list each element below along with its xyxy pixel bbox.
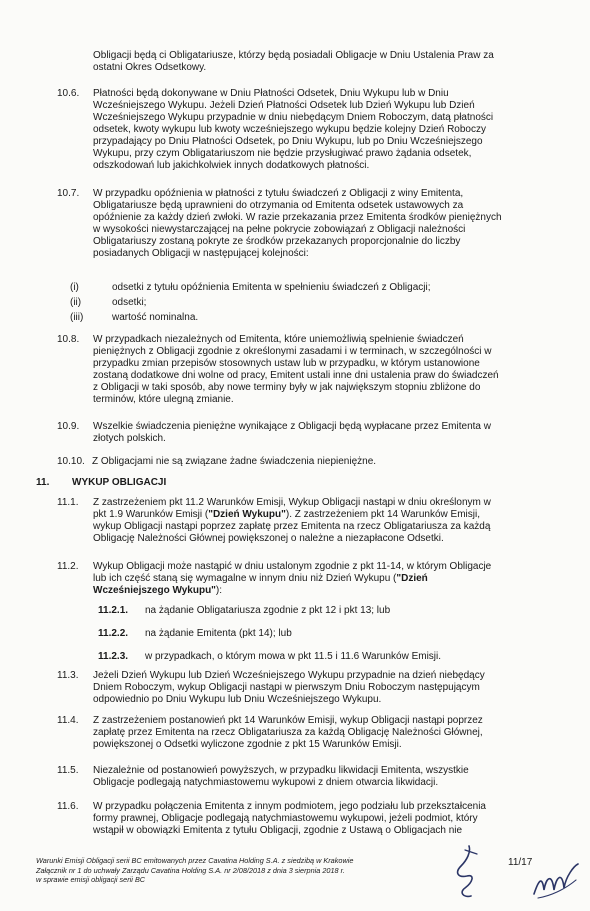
clause-number: 10.8. [57, 334, 80, 345]
clause-11-3 [93, 670, 530, 706]
subclause-number: 11.2.1. [98, 605, 129, 616]
text-line: Z zastrzeżeniem pkt 11.2 Warunków Emisji, Wykup Obligacji nastąpi w dniu określonym w [93, 497, 491, 508]
clause-number: 11.4. [57, 715, 79, 726]
list-item-text: odsetki; [112, 297, 147, 308]
text-line: odsetek, kwoty wykupu lub kwoty wcześniejszego wykupu będzie kolejny Dzień Roboczy [93, 124, 486, 135]
text-line: Płatności będą dokonywane w Dniu Płatności Odsetek, Dniu Wykupu lub w Dniu [93, 88, 449, 99]
defined-term: "Dzień Wykupu" [208, 509, 286, 520]
text-line: odszkodowań lub jakichkolwiek innych dodatkowych płatności. [93, 160, 370, 171]
defined-term: Wcześniejszego Wykupu" [93, 585, 216, 596]
list-item-text: odsetki z tytułu opóźnienia Emitenta w spełnieniu świadczeń z Obligacji; [112, 282, 431, 293]
text-line: Obligatariusze będą uprawnieni do otrzymania od Emitenta odsetek ustawowych za [93, 200, 464, 211]
clause-number: 11.5. [57, 765, 79, 776]
subclause-text: na żądanie Emitenta (pkt 14); lub [145, 628, 292, 639]
text-line: zapłatę przez Emitenta na rzecz Obligatariusza za każdą Obligację Należności Głównej, [93, 727, 483, 738]
text-line: Jeżeli Dzień Wykupu lub Dzień Wcześniejszego Wykupu przypadnie na dzień niebędący [93, 670, 485, 681]
text-run: pkt 1.9 Warunków Emisji ( [93, 509, 209, 520]
clause-11-5 [93, 765, 530, 789]
text-run: ): [215, 585, 223, 596]
document-footer [36, 856, 353, 885]
clause-10-6 [93, 88, 530, 172]
list-marker: (i) [70, 282, 79, 293]
clause-11-1 [93, 497, 530, 545]
text-line: odpowiednio po Dniu Wykupu lub Dniu Wcześniejszego Wykupu. [93, 694, 382, 705]
text-line: powiększonej o Odsetki wyliczone zgodnie z pkt 15 Warunków Emisji. [93, 739, 402, 750]
clause-number: 10.10. [57, 456, 85, 467]
list-item-text: wartość nominalna. [112, 312, 199, 323]
text-line: terminów, które ulegną zmianie. [93, 394, 234, 405]
text-line: Z Obligacjami nie są związane żadne świadczenia niepieniężne. [92, 456, 377, 467]
text-line [93, 585, 530, 597]
signature-initial-2 [530, 860, 582, 902]
text-line: z Obligacji w taki sposób, aby nowe terminy były w jak największym stopniu zbliżone do [93, 382, 481, 393]
text-line: zostaną dodatkowe dni wolne od pracy, Emitent ustali inne dni ustalenia praw do świadczeń [93, 370, 499, 381]
text-line: Obligacji będą ci Obligatariusze, którzy będą posiadali Obligacje w Dniu Ustalenia Praw za [93, 50, 494, 61]
text-line: Obligacje podlegają natychmiastowemu wykupowi z dniem otwarcia likwidacji. [93, 777, 439, 788]
clause-number: 10.9. [57, 421, 80, 432]
text-line: formy prawnej, Obligacje podlegają natychmiastowemu wykupowi, jeżeli podmiot, który [93, 813, 478, 824]
text-line [93, 509, 530, 521]
clause-10-10 [92, 456, 529, 468]
text-line: przypadający po Dniu Płatności Odsetek, po Dniu Wykupu, lub po Dniu Wcześniejszego [93, 136, 483, 147]
clause-number: 11.3. [57, 670, 79, 681]
text-line: posiadanych Obligacji w następującej kolejności: [93, 248, 309, 259]
text-line: W przypadku opóźnienia w płatności z tytułu świadczeń z Obligacji z winy Emitenta, [93, 188, 464, 199]
text-line: Wykup Obligacji może nastąpić w dniu ustalonym zgodnie z pkt 11-14, w którym Obligacje [93, 561, 492, 572]
text-line [93, 573, 530, 585]
clause-10-9 [93, 421, 530, 445]
text-line: wykup Obligacji nastąpi poprzez zapłatę przez Emitenta na rzecz Obligatariusza za każdą [93, 521, 491, 532]
text-run: ). Z zastrzeżeniem pkt 14 Warunków Emisji, [285, 509, 480, 520]
clause-number: 11.2. [57, 561, 79, 572]
footer-line: Warunki Emisji Obligacji serii BC emitowanych przez Cavatina Holding S.A. z siedzibą w Krakowie [36, 856, 354, 865]
text-line: w wysokości niewystarczającej na pełne pokrycie zobowiązań z Obligacji należności [93, 224, 466, 235]
text-line: W przypadkach niezależnych od Emitenta, które uniemożliwią spełnienie świadczeń [93, 334, 464, 345]
text-line: Z zastrzeżeniem postanowień pkt 14 Warunków Emisji, wykup Obligacji nastąpi poprzez [93, 715, 483, 726]
text-line: Obligację Należności Głównej powiększonej o należne a niezapłacone Odsetki. [93, 533, 444, 544]
section-number: 11. [36, 477, 50, 488]
text-line: Wykupu, przy czym Obligatariuszom nie będzie przysługiwać prawo żądania odsetek, [93, 148, 472, 159]
subclause-number: 11.2.3. [98, 651, 129, 662]
text-line: Obligatariuszy zostaną pokryte ze środków przekazanych proporcjonalnie do liczby [93, 236, 461, 247]
text-line: Wcześniejszego Wykupu. Jeżeli Dzień Płatności Odsetek lub Dzień Wykupu lub Dzień [93, 100, 475, 111]
footer-line: w sprawie emisji obligacji serii BC [36, 875, 146, 884]
list-marker: (ii) [70, 297, 82, 308]
text-line: W przypadku połączenia Emitenta z innym podmiotem, jego podziału lub przekształcenia [93, 801, 486, 812]
subclause-number: 11.2.2. [98, 628, 129, 639]
text-line: pieniężnych z Obligacji zgodnie z określonymi zasadami i w terminach, w szczególności w [93, 346, 492, 357]
text-run: lub ich część staną się wymagalne w innym dniu niż Dzień Wykupu ( [93, 573, 397, 584]
text-line: Niezależnie od postanowień powyższych, w przypadku likwidacji Emitenta, wszystkie [93, 765, 469, 776]
clause-10-7 [93, 188, 530, 260]
text-line: wstąpił w obowiązki Emitenta z tytułu Obligacji, zgodnie z Ustawą o Obligacjach nie [93, 825, 463, 836]
clause-number: 11.6. [57, 801, 79, 812]
text-line: ostatni Okres Odsetkowy. [93, 62, 207, 73]
page-number: 11/17 [508, 857, 533, 868]
text-line: Wszelkie świadczenia pieniężne wynikające z Obligacji będą wypłacane przez Emitenta w [93, 421, 491, 432]
subclause-text: na żądanie Obligatariusza zgodnie z pkt 12 i pkt 13; lub [145, 605, 391, 616]
clause-number: 11.1. [57, 497, 79, 508]
subclause-text: w przypadkach, o którym mowa w pkt 11.5 i 11.6 Warunków Emisji. [145, 651, 442, 662]
list-marker: (iii) [70, 312, 84, 323]
text-line: opóźnienie za każdy dzień zwłoki. W razie przekazania przez Emitenta środków pieniężnych [93, 212, 502, 223]
defined-term: "Dzień [396, 573, 428, 584]
text-line: Dniem Roboczym, wykup Obligacji nastąpi w pierwszym Dniu Roboczym następującym [93, 682, 480, 693]
clause-11-2 [93, 561, 530, 597]
clause-10-8 [93, 334, 530, 406]
text-line: przypadku zmian przepisów stosownych ustaw lub w przypadku, w którym ustanowione [93, 358, 480, 369]
signature-initial-1 [447, 842, 487, 902]
clause-11-4 [93, 715, 530, 751]
text-line: złotych polskich. [93, 433, 166, 444]
clause-number: 10.6. [57, 88, 80, 99]
footer-line: Załącznik nr 1 do uchwały Zarządu Cavatina Holding S.A. nr 2/08/2018 z dnia 3 sierpnia 2018 r. [36, 865, 345, 875]
clause-11-6 [93, 801, 530, 837]
text-line: Wcześniejszego Wykupu przypadnie w dniu niebędącym Dniem Roboczym, datą płatności [93, 112, 494, 123]
clause-number: 10.7. [57, 188, 80, 199]
section-title: WYKUP OBLIGACJI [72, 477, 167, 488]
carryover-paragraph [93, 50, 530, 74]
